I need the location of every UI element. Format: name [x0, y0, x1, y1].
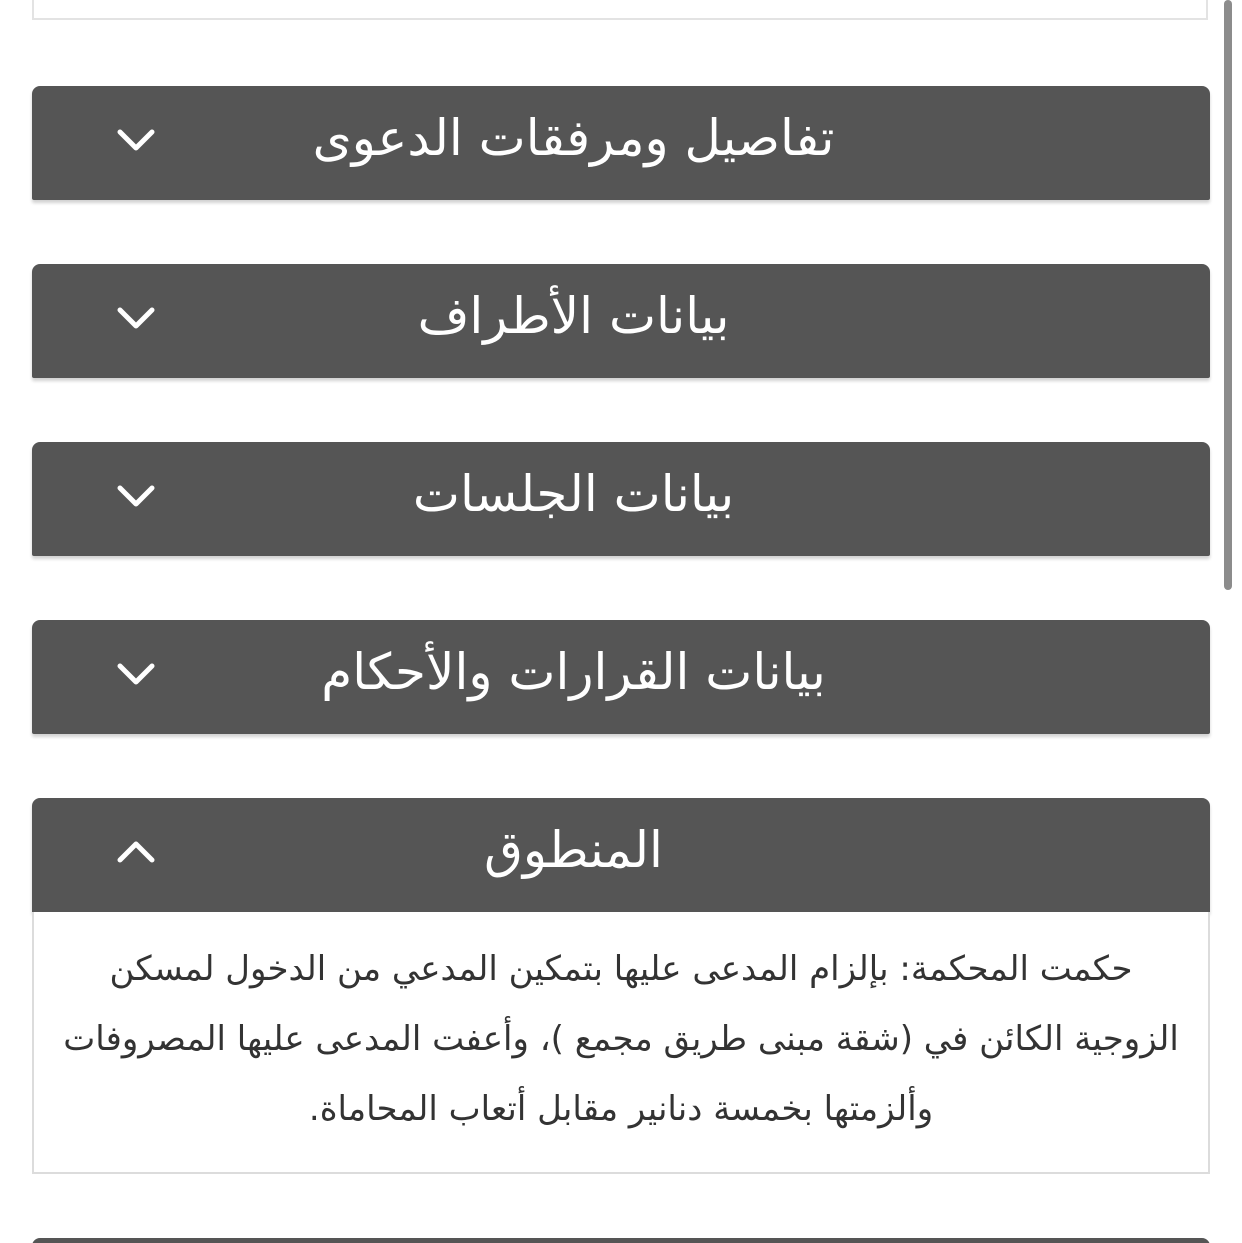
chevron-up-icon[interactable]	[116, 832, 156, 872]
accordion-title: تفاصيل ومرفقات الدعوى	[312, 109, 835, 167]
accordion-title: المنطوق	[484, 821, 663, 879]
accordion-header-case-details[interactable]	[32, 86, 1210, 200]
chevron-down-icon[interactable]	[116, 298, 156, 338]
previous-section-card	[32, 0, 1208, 20]
accordion-header-verdict[interactable]	[32, 798, 1210, 912]
chevron-down-icon[interactable]	[116, 476, 156, 516]
accordion-title: بيانات الجلسات	[412, 465, 735, 523]
verdict-content-panel	[32, 912, 1210, 1174]
accordion-header-decisions[interactable]	[32, 620, 1210, 734]
chevron-down-icon[interactable]	[116, 654, 156, 694]
chevron-down-icon[interactable]	[116, 120, 156, 160]
accordion-header-parties[interactable]	[32, 264, 1210, 378]
page-scrollbar[interactable]	[1224, 0, 1232, 590]
accordion-header-sessions[interactable]	[32, 442, 1210, 556]
accordion-title: بيانات الأطراف	[417, 287, 730, 345]
next-section-header[interactable]	[32, 1238, 1210, 1243]
accordion-title: بيانات القرارات والأحكام	[321, 643, 826, 701]
verdict-text: حكمت المحكمة: بإلزام المدعى عليها بتمكين المدعي من الدخول لمسكن الزوجية الكائن في (شقة مبنى طريق مجمع )، وأعفت المدعى عليها المصروفات وألزمتها بخمسة دنانير مقابل أتعاب المحاماة.	[63, 949, 1179, 1129]
